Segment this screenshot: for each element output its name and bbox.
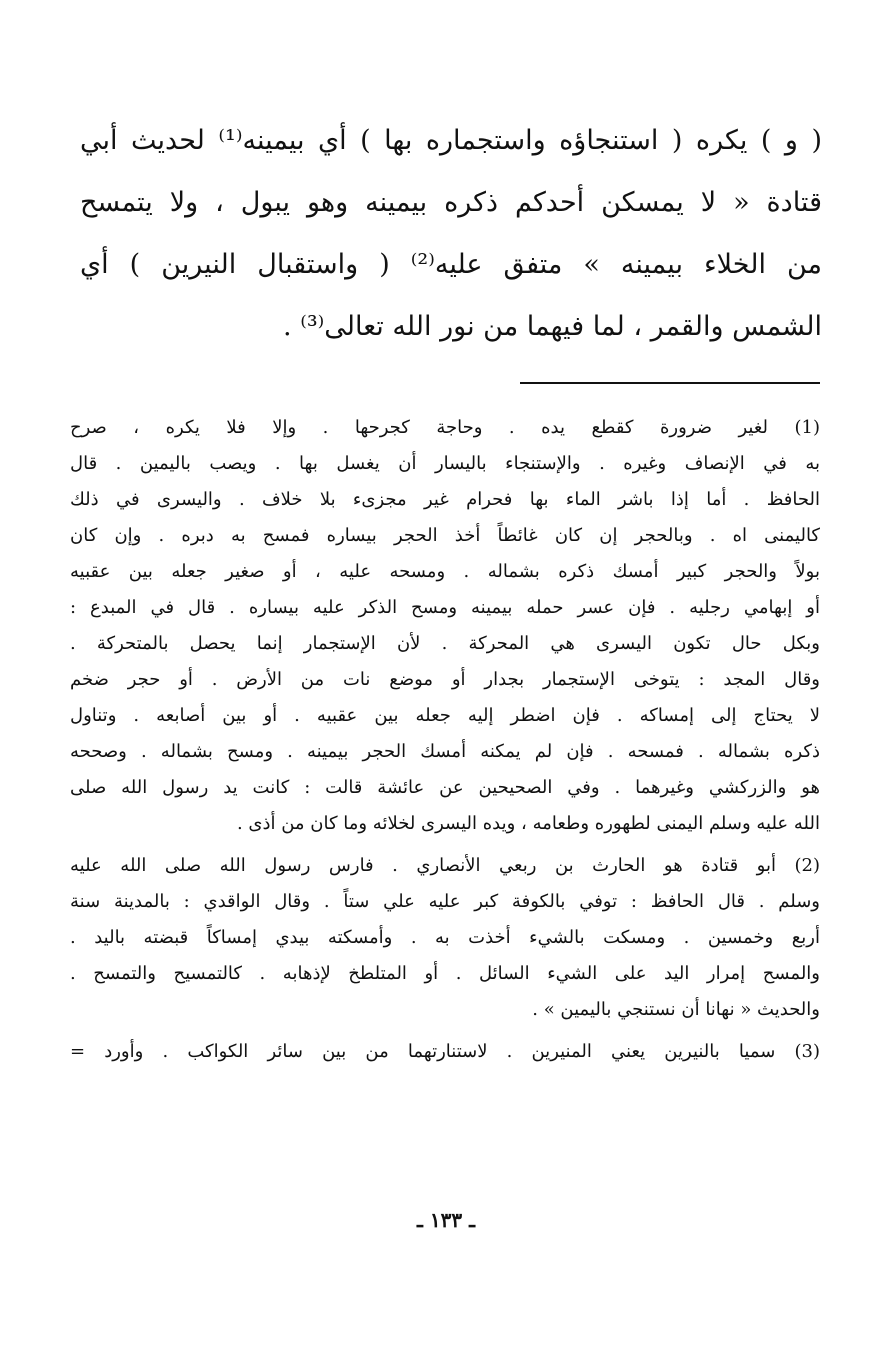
footnote-1	[70, 410, 820, 842]
footnote-divider	[520, 382, 820, 384]
footnote-line: كاليمنى اه . وبالحجر إن كان غائطاً أخذ الحجر بيساره فمسح به دبره . وإن كان	[70, 525, 820, 546]
footnote-line: بولاً والحجر كبير أمسك ذكره بشماله . ومسحه عليه ، أو صغير جعله بين عقبيه	[70, 561, 820, 582]
footnote-line: لا يحتاج إلى إمساكه . فإن اضطر إليه جعله بين عقبيه . أو بين أصابعه . وتناول	[70, 705, 820, 726]
main-text-line: ( و ) يكره ( استنجاؤه واستجماره بها ) أي بيمينه⁽¹⁾ لحديث أبي	[80, 125, 822, 156]
footnote-line: وسلم . قال الحافظ : توفي بالكوفة كبر عليه علي ستاً . وقال الواقدي : بالمدينة سنة	[70, 891, 820, 912]
footnote-line: الحافظ . أما إذا باشر الماء بها فحرام غير مجزىء بلا خلاف . واليسرى في ذلك	[70, 489, 820, 510]
footnote-line: الله عليه وسلم اليمنى لطهوره وطعامه ، ويده اليسرى لخلائه وما كان من أذى .	[236, 813, 820, 834]
footnote-line: (3) سميا بالنيرين يعني المنيرين . لاستنارتهما من بين سائر الكواكب . وأورد =	[70, 1041, 820, 1062]
footnote-line: أربع وخمسين . ومسكت بالشيء أخذت به . وأمسكته بيدي إمساكاً قبضته باليد .	[70, 927, 820, 948]
main-text-line: الشمس والقمر ، لما فيهما من نور الله تعالى⁽³⁾ .	[283, 311, 822, 342]
footnotes-block	[70, 410, 820, 1070]
footnote-3	[70, 1034, 820, 1070]
footnote-line: وبكل حال تكون اليسرى هي المحركة . لأن الإستجمار إنما يحصل بالمتحركة .	[70, 633, 820, 654]
footnote-line: وقال المجد : يتوخى الإستجمار بجدار أو موضع نات من الأرض . أو حجر ضخم	[70, 669, 820, 690]
main-text-line: قتادة « لا يمسكن أحدكم ذكره بيمينه وهو يبول ، ولا يتمسح	[80, 187, 822, 218]
footnote-line: هو والزركشي وغيرهما . وفي الصحيحين عن عائشة قالت : كانت يد رسول الله صلى	[70, 777, 820, 798]
footnote-line: (2) أبو قتادة هو الحارث بن ربعي الأنصاري . فارس رسول الله صلى الله عليه	[70, 855, 820, 876]
footnote-line: والحديث « نهانا أن نستنجي باليمين » .	[532, 999, 820, 1020]
footnote-line: (1) لغير ضرورة كقطع يده . وحاجة كجرحها . وإلا فلا يكره ، صرح	[70, 417, 820, 438]
footnote-2	[70, 848, 820, 1028]
main-text-block	[80, 110, 822, 358]
footnote-line: به في الإنصاف وغيره . والإستنجاء باليسار أن يغسل بها . ويصب باليمين . قال	[70, 453, 820, 474]
page-number: ـ ١٣٣ ـ	[417, 1208, 475, 1232]
footnote-line: والمسح إمرار اليد على الشيء السائل . أو المتلطخ لإذهابه . كالتمسيح والتمسح .	[70, 963, 820, 984]
main-text-line: من الخلاء بيمينه » متفق عليه⁽²⁾ ( واستقبال النيرين ) أي	[80, 249, 822, 280]
footnote-line: أو إبهامي رجليه . فإن عسر حمله بيمينه ومسح الذكر عليه بيساره . قال في المبدع :	[70, 597, 820, 618]
footnote-line: ذكره بشماله . فمسحه . فإن لم يمكنه أمسك الحجر بيمينه . ومسح بشماله . وصححه	[70, 741, 820, 762]
